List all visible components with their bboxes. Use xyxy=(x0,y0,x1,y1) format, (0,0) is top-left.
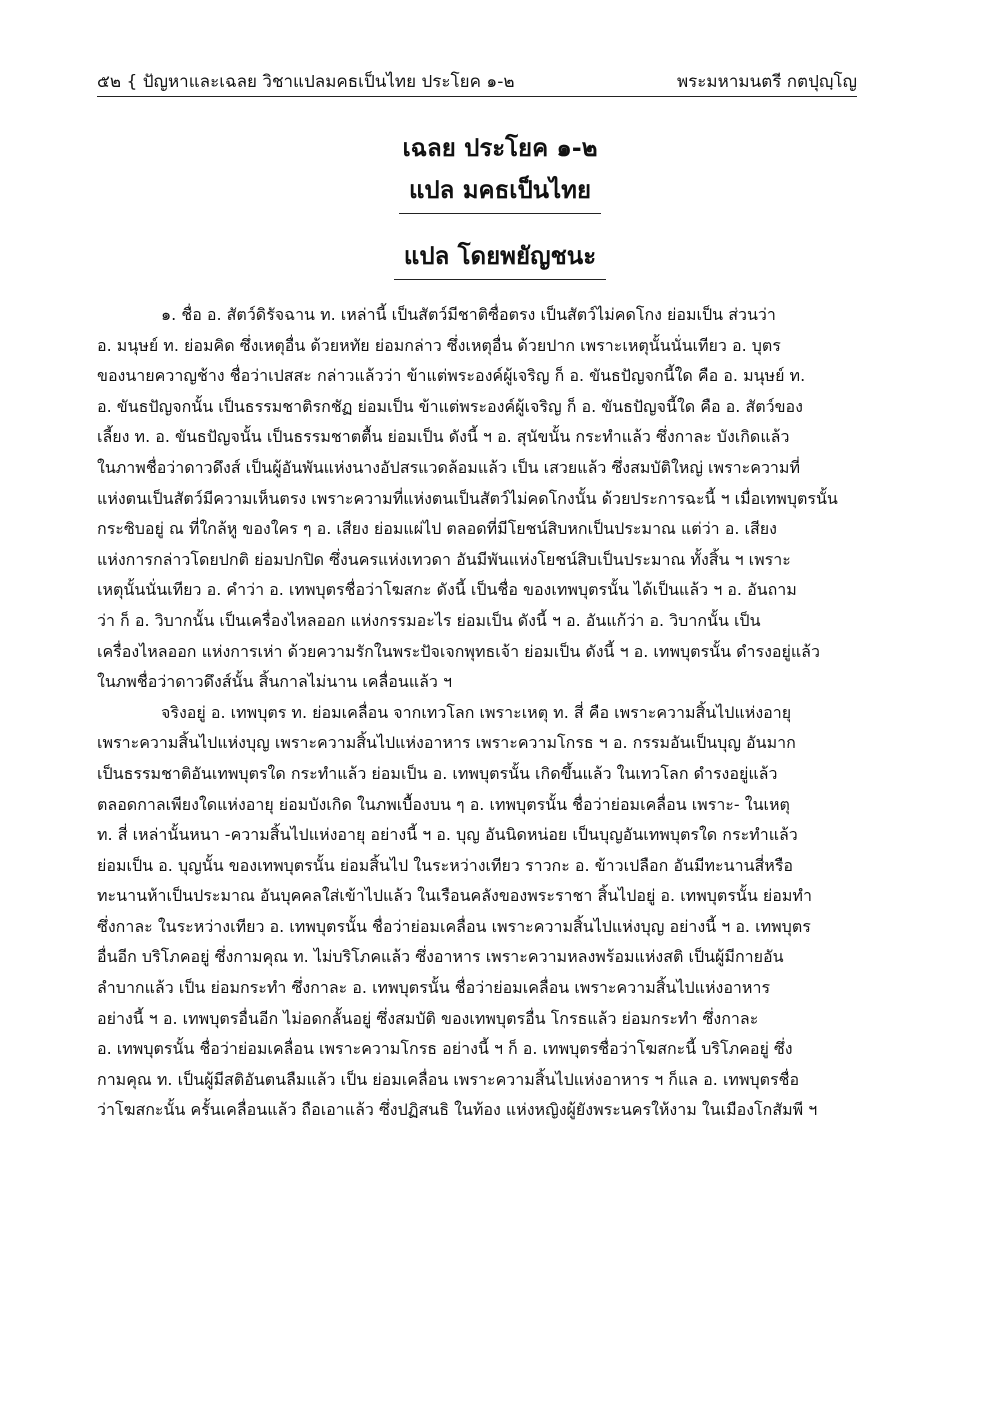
text-line: ย่อมเป็น อ. บุญนั้น ของเทพบุตรนั้น ย่อมสิ้นไป ในระหว่างเทียว ราวกะ อ. ข้าวเปลือก อันมีทะนานสี่หรือ xyxy=(97,855,794,875)
text-line: ในภพชื่อว่าดาวดึงส์นั้น สิ้นกาลไม่นาน เคลื่อนแล้ว ฯ xyxy=(97,672,452,692)
text-line: ของนายควาญช้าง ชื่อว่าเปสสะ กล่าวแล้วว่า ข้าแต่พระองค์ผู้เจริญ ก็ อ. ขันธปัญจกนี้ใด คือ อ. มนุษย์ ท. xyxy=(97,366,806,386)
text-line: อ. มนุษย์ ท. ย่อมคิด ซึ่งเหตุอื่น ด้วยหทัย ย่อมกล่าว ซึ่งเหตุอื่น ด้วยปาก เพราะเหตุนั้นนั่นเทียว อ. บุตร xyxy=(97,335,781,355)
text-line: อ. ขันธปัญจกนั้น เป็นธรรมชาติรกชัฏ ย่อมเป็น ข้าแต่พระองค์ผู้เจริญ ก็ อ. ขันธปัญจนี้ใด คือ อ. สัตว์ของ xyxy=(97,396,803,416)
text-line: อย่างนี้ ฯ อ. เทพบุตรอื่นอีก ไม่อดกลั้นอยู่ ซึ่งสมบัติ ของเทพบุตรอื่น โกรธแล้ว ย่อมกระทำ ซึ่งกาละ xyxy=(97,1008,759,1028)
text-line: ท. สี่ เหล่านั้นหนา -ความสิ้นไปแห่งอายุ อย่างนี้ ฯ อ. บุญ อันนิดหน่อย เป็นบุญอันเทพบุตรใด กระทำแล้ว xyxy=(97,825,798,845)
text-line: ว่าโฆสกะนั้น ครั้นเคลื่อนแล้ว ถือเอาแล้ว ซึ่งปฏิสนธิ ในท้อง แห่งหญิงผู้ยังพระนครให้งาม ในเมืองโกสัมพี ฯ xyxy=(97,1100,818,1120)
page-header xyxy=(97,64,857,97)
text-line: ทะนานห้าเป็นประมาณ อันบุคคลใส่เข้าไปแล้ว ในเรือนคลังของพระราชา สิ้นไปอยู่ อ. เทพบุตรนั้น ย่อมทำ xyxy=(97,886,812,906)
subtitle-container xyxy=(0,170,1000,214)
text-line: เป็นธรรมชาติอันเทพบุตรใด กระทำแล้ว ย่อมเป็น อ. เทพบุตรนั้น เกิดขึ้นแล้ว ในเทวโลก ดำรงอยู่แล้ว xyxy=(97,763,778,783)
text-line: เลี้ยง ท. อ. ขันธปัญจนั้น เป็นธรรมชาตตื้น ย่อมเป็น ดังนี้ ฯ อ. สุนัขนั้น กระทำแล้ว ซึ่งกาละ บังเกิดแล้ว xyxy=(97,427,790,447)
text-line: อ. เทพบุตรนั้น ชื่อว่าย่อมเคลื่อน เพราะความโกรธ อย่างนี้ ฯ ก็ อ. เทพบุตรชื่อว่าโฆสกะนี้ บริโภคอยู่ ซึ่ง xyxy=(97,1039,793,1059)
text-line: อื่นอีก บริโภคอยู่ ซึ่งกามคุณ ท. ไม่บริโภคแล้ว ซึ่งอาหาร เพราะความหลงพร้อมแห่งสติ เป็นผู้มีกายอัน xyxy=(97,947,784,967)
text-line: เพราะความสิ้นไปแห่งบุญ เพราะความสิ้นไปแห่งอาหาร เพราะความโกรธ ฯ อ. กรรมอันเป็นบุญ อันมาก xyxy=(97,733,796,753)
method-heading-container xyxy=(0,236,1000,280)
text-line: กระซิบอยู่ ณ ที่ใกล้หู ของใคร ๆ อ. เสียง ย่อมแผ่ไป ตลอดที่มีโยชน์สิบหกเป็นประมาณ แต่ว่า อ. เสียง xyxy=(97,519,777,539)
header-author: พระมหามนตรี กตปุญฺโญ xyxy=(676,72,857,92)
text-line: แห่งตนเป็นสัตว์มีความเห็นตรง เพราะความที่แห่งตนเป็นสัตว์ไม่คดโกงนั้น ด้วยประการฉะนี้ ฯ เมื่อเทพบุตรนั้น xyxy=(97,488,838,508)
header-book-title: ๕๒ { ปัญหาและเฉลย วิชาแปลมคธเป็นไทย ประโยค ๑-๒ xyxy=(97,72,515,92)
text-line: จริงอยู่ อ. เทพบุตร ท. ย่อมเคลื่อน จากเทวโลก เพราะเหตุ ท. สี่ คือ เพราะความสิ้นไปแห่งอายุ xyxy=(161,702,792,722)
text-line: เหตุนั้นนั่นเทียว อ. คำว่า อ. เทพบุตรชื่อว่าโฆสกะ ดังนี้ เป็นชื่อ ของเทพบุตรนั้น ได้เป็นแล้ว ฯ อ. อันถาม xyxy=(97,580,797,600)
text-line: ๑. ชื่อ อ. สัตว์ดิรัจฉาน ท. เหล่านี้ เป็นสัตว์มีชาติซื่อตรง เป็นสัตว์ไม่คดโกง ย่อมเป็น ส่วนว่า xyxy=(161,305,776,324)
subtitle: แปล มคธเป็นไทย xyxy=(399,170,601,214)
text-line: เครื่องไหลออก แห่งการเห่า ด้วยความรักในพระปัจเจกพุทธเจ้า ย่อมเป็น ดังนี้ ฯ อ. เทพบุตรนั้น ดำรงอยู่แล้ว xyxy=(97,641,820,661)
text-line: แห่งการกล่าวโดยปกติ ย่อมปกปิด ซึ่งนครแห่งเทวดา อันมีพันแห่งโยชน์สิบเป็นประมาณ ทั้งสิ้น ฯ เพราะ xyxy=(97,549,791,569)
page-title: เฉลย ประโยค ๑-๒ xyxy=(402,134,598,162)
text-line: ในภาพชื่อว่าดาวดึงส์ เป็นผู้อันพันแห่งนางอัปสรแวดล้อมแล้ว เป็น เสวยแล้ว ซึ่งสมบัติใหญ่ เพราะความที่ xyxy=(97,457,801,477)
text-line: ซึ่งกาละ ในระหว่างเทียว อ. เทพบุตรนั้น ชื่อว่าย่อมเคลื่อน เพราะความสิ้นไปแห่งบุญ อย่างนี้ ฯ อ. เทพบุตร xyxy=(97,916,811,936)
text-line: ตลอดกาลเพียงใดแห่งอายุ ย่อมบังเกิด ในภพเบื้องบน ๆ อ. เทพบุตรนั้น ชื่อว่าย่อมเคลื่อน เพราะ- ในเหตุ xyxy=(97,794,790,814)
text-line: ว่า ก็ อ. วิบากนั้น เป็นเครื่องไหลออก แห่งกรรมอะไร ย่อมเป็น ดังนี้ ฯ อ. อันแก้ว่า อ. วิบากนั้น เป็น xyxy=(97,610,761,630)
translation-body xyxy=(97,300,857,1126)
method-heading: แปล โดยพยัญชนะ xyxy=(394,236,606,280)
text-line: กามคุณ ท. เป็นผู้มีสติอันตนลืมแล้ว เป็น ย่อมเคลื่อน เพราะความสิ้นไปแห่งอาหาร ฯ ก็แล อ. เทพบุตรชื่อ xyxy=(97,1069,800,1089)
text-line: ลำบากแล้ว เป็น ย่อมกระทำ ซึ่งกาละ อ. เทพบุตรนั้น ชื่อว่าย่อมเคลื่อน เพราะความสิ้นไปแห่งอาหาร xyxy=(97,978,771,998)
